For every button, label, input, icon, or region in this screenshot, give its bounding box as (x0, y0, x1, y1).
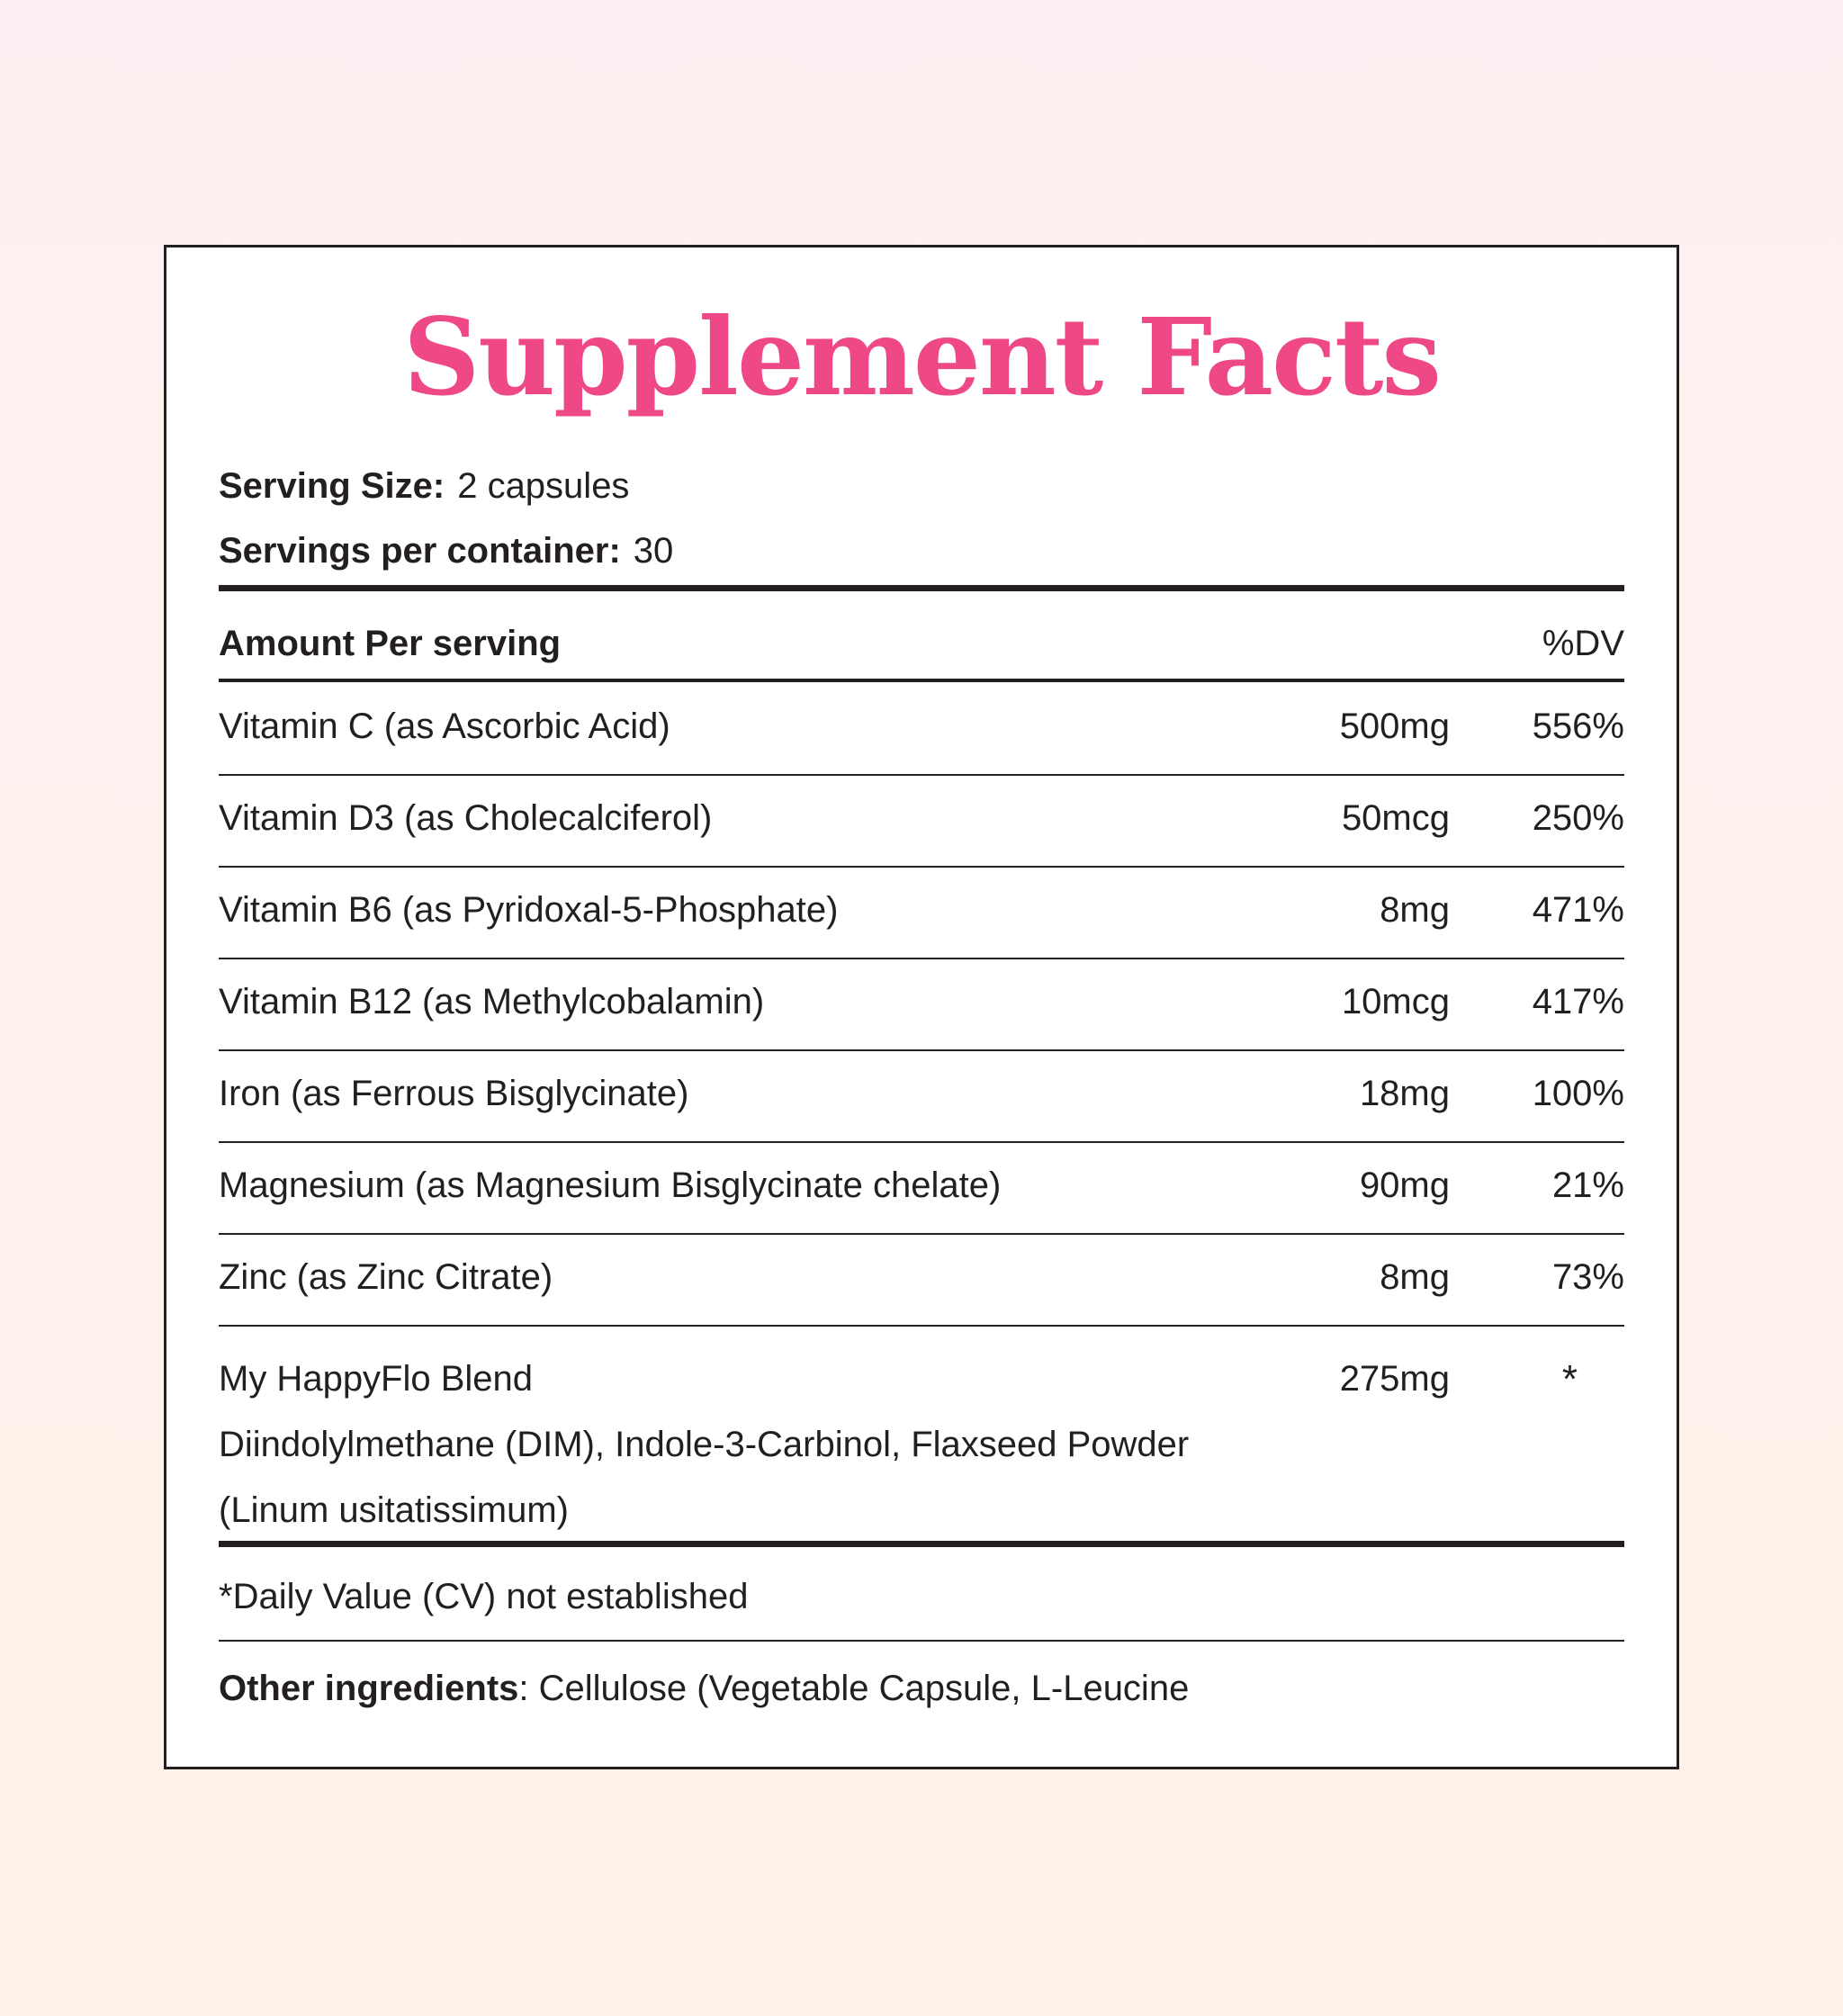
nutrient-name: Vitamin C (as Ascorbic Acid) (219, 706, 670, 746)
blend-amount: 275mg (1339, 1359, 1450, 1399)
divider-thick (219, 585, 1624, 591)
nutrient-amount: 500mg (1339, 706, 1450, 746)
nutrient-amount: 18mg (1359, 1074, 1450, 1113)
nutrient-dv: 100% (1532, 1074, 1624, 1113)
table-header (219, 598, 1624, 688)
blend-dv: * (1561, 1357, 1578, 1401)
dv-header: %DV (1542, 624, 1624, 663)
nutrient-dv: 471% (1532, 890, 1624, 930)
table-row (219, 773, 1624, 863)
servings-per-container-value: 30 (633, 531, 674, 571)
daily-value-footnote: *Daily Value (CV) not established (219, 1577, 749, 1616)
nutrient-name: Iron (as Ferrous Bisglycinate) (219, 1074, 689, 1113)
blend-name: My HappyFlo Blend (219, 1359, 534, 1399)
divider-thick (219, 1541, 1624, 1547)
other-ingredients (219, 1643, 1189, 1733)
table-row (219, 1048, 1624, 1138)
table-row (219, 957, 1624, 1047)
servings-per-container-label: Servings per container: (219, 531, 621, 571)
nutrient-name: Vitamin D3 (as Cholecalciferol) (219, 798, 713, 838)
divider-thin (219, 1640, 1624, 1642)
blend-ingredients (219, 1412, 1299, 1544)
nutrient-name: Zinc (as Zinc Citrate) (219, 1257, 553, 1297)
row-divider (219, 1325, 1624, 1327)
nutrient-dv: 417% (1532, 982, 1624, 1022)
other-ingredients-label: Other ingredients (219, 1669, 519, 1708)
nutrient-dv: 556% (1532, 706, 1624, 746)
supplement-facts-panel (164, 245, 1679, 1769)
serving-size-value: 2 capsules (457, 466, 630, 506)
nutrient-amount: 8mg (1380, 1257, 1450, 1297)
nutrient-name: Vitamin B6 (as Pyridoxal-5-Phosphate) (219, 890, 839, 930)
table-row (219, 1140, 1624, 1230)
nutrient-name: Magnesium (as Magnesium Bisglycinate chelate) (219, 1166, 1002, 1205)
amount-per-serving-header: Amount Per serving (219, 624, 562, 663)
servings-per-container (219, 524, 673, 578)
panel-title: Supplement Facts (403, 294, 1440, 419)
nutrient-amount: 90mg (1359, 1166, 1450, 1205)
nutrient-amount: 50mcg (1341, 798, 1450, 838)
nutrient-dv: 21% (1551, 1166, 1624, 1205)
nutrient-dv: 250% (1532, 798, 1624, 838)
nutrient-dv: 73% (1551, 1257, 1624, 1297)
serving-size-label: Serving Size: (219, 466, 445, 506)
other-ingredients-value: : Cellulose (Vegetable Capsule, L-Leucine (518, 1669, 1190, 1708)
nutrient-name: Vitamin B12 (as Methylcobalamin) (219, 982, 765, 1022)
nutrient-amount: 8mg (1380, 890, 1450, 930)
blend-ingredients-line: (Linum usitatissimum) (219, 1490, 569, 1530)
nutrient-amount: 10mcg (1341, 982, 1450, 1022)
serving-size (219, 459, 629, 513)
table-row (219, 1232, 1624, 1322)
table-row (219, 865, 1624, 955)
table-row (219, 681, 1624, 771)
blend-ingredients-line: Diindolylmethane (DIM), Indole-3-Carbinol, Flaxseed Powder (219, 1425, 1190, 1464)
